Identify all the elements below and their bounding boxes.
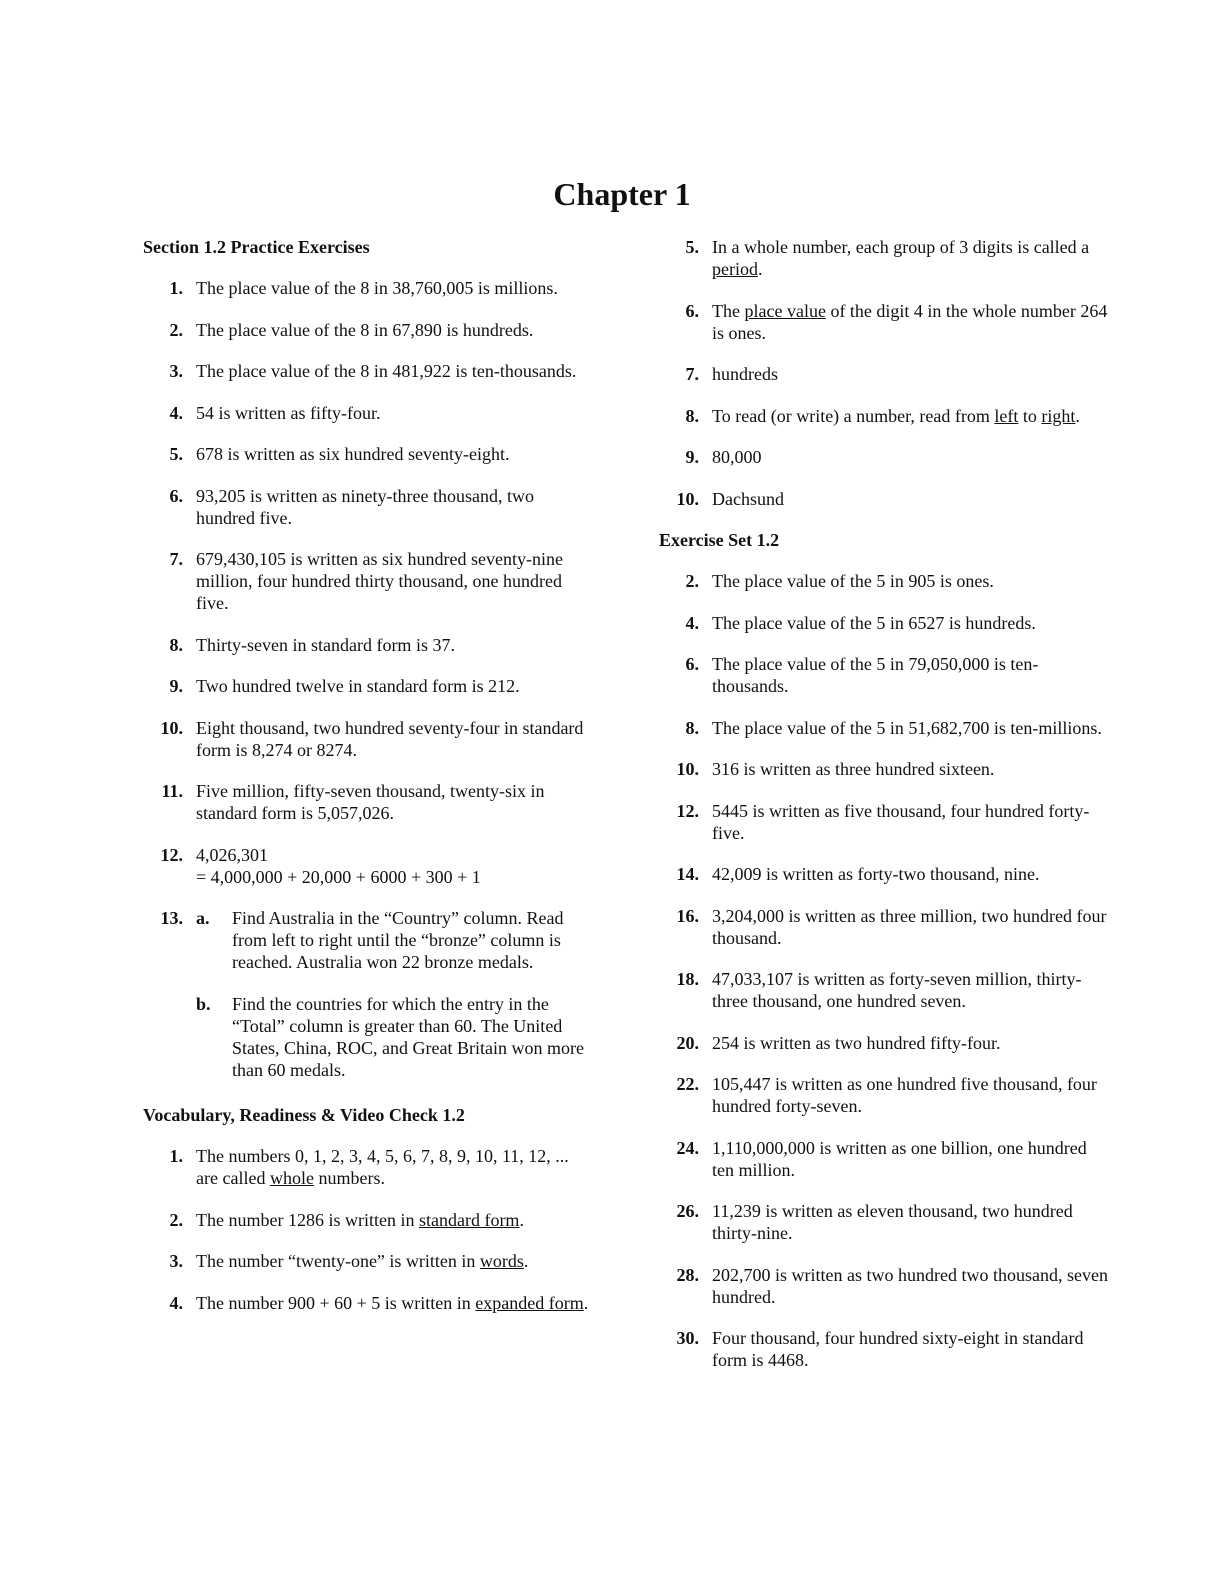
list-item: [659, 1032, 1109, 1054]
left-column: [143, 236, 593, 1333]
list-item: [659, 1200, 1109, 1244]
list-item: [143, 402, 593, 424]
item-text: 254 is written as two hundred fifty-four.: [712, 1032, 1001, 1053]
list-item: [659, 1264, 1109, 1308]
item-text: = 4,000,000 + 20,000 + 6000 + 300 + 1: [196, 866, 481, 887]
item-text: [196, 1145, 593, 1189]
text-fragment: The: [712, 300, 745, 321]
sub-item-label: b.: [196, 993, 211, 1014]
list-item: [143, 907, 593, 1100]
list-item: [659, 717, 1109, 739]
item-text: 11,239 is written as eleven thousand, two hundred thirty-nine.: [712, 1201, 1073, 1243]
list-item: [143, 634, 593, 656]
sub-item-text: Find Australia in the “Country” column. Read from left to right until the “bronze” column is reached. Australia won 22 bronze medals.: [232, 908, 564, 972]
list-item: [659, 968, 1109, 1012]
item-text: 80,000: [712, 447, 762, 467]
item-number: 14.: [676, 864, 699, 884]
list-item: [143, 1145, 593, 1189]
item-text: [196, 1292, 593, 1314]
list-item: [659, 1073, 1109, 1117]
item-text: The place value of the 8 in 481,922 is ten-thousands.: [196, 361, 577, 381]
item-number: 18.: [676, 969, 699, 989]
item-text: hundreds: [712, 364, 778, 384]
item-text: [196, 1250, 593, 1272]
item-number: 10.: [160, 717, 183, 738]
sub-item: [196, 993, 593, 1081]
item-number: 2.: [685, 571, 699, 591]
sub-item-label: a.: [196, 908, 210, 928]
item-number: 6.: [169, 485, 183, 506]
item-text: The place value of the 5 in 905 is ones.: [712, 571, 994, 591]
list-item: [143, 1250, 593, 1272]
item-text: 3,204,000 is written as three million, two hundred four thousand.: [712, 905, 1107, 948]
item-number: 12.: [676, 800, 699, 821]
item-text: 316 is written as three hundred sixteen.: [712, 759, 995, 779]
item-text: The place value of the 5 in 51,682,700 is ten-millions.: [712, 717, 1102, 738]
item-text: Four thousand, four hundred sixty-eight in standard form is 4468.: [712, 1328, 1084, 1370]
text-fragment: numbers.: [313, 1168, 385, 1188]
text-fragment: .: [757, 259, 763, 279]
text-fragment: The number 1286 is written in: [196, 1209, 419, 1230]
item-text: 5445 is written as five thousand, four hundred forty-five.: [712, 800, 1090, 843]
item-number: 5.: [685, 237, 699, 257]
item-text: 54 is written as fifty-four.: [196, 402, 381, 423]
underlined-answer: standard form: [418, 1209, 520, 1230]
text-fragment: of the digit 4 in the whole number 264 is ones.: [712, 300, 1108, 343]
item-number: 2.: [169, 319, 183, 340]
list-item: [659, 653, 1109, 697]
item-number: 12.: [160, 844, 183, 865]
text-fragment: .: [583, 1292, 589, 1313]
item-text: [712, 300, 1109, 344]
item-number: 13.: [160, 908, 183, 928]
exercise-list: [659, 570, 1109, 1371]
item-text: The place value of the 8 in 67,890 is hundreds.: [196, 319, 534, 340]
list-item: [659, 800, 1109, 844]
section-heading-vocabulary: Vocabulary, Readiness & Video Check 1.2: [143, 1105, 465, 1125]
list-item: [659, 863, 1109, 885]
item-text: Eight thousand, two hundred seventy-four in standard form is 8,274 or 8274.: [196, 717, 584, 760]
item-number: 5.: [169, 444, 183, 464]
list-item: [143, 675, 593, 697]
list-item: [659, 405, 1109, 427]
list-item: [143, 548, 593, 614]
item-text: 105,447 is written as one hundred five thousand, four hundred forty-seven.: [712, 1074, 1097, 1116]
list-item: [659, 612, 1109, 634]
item-number: 8.: [685, 405, 699, 426]
item-number: 26.: [676, 1201, 699, 1221]
item-text: [712, 405, 1109, 427]
item-number: 7.: [169, 549, 183, 569]
item-number: 4.: [169, 1292, 183, 1313]
item-number: 6.: [685, 300, 699, 321]
list-item: [143, 360, 593, 382]
list-item: [659, 758, 1109, 780]
item-number: 6.: [685, 654, 699, 674]
item-text: Two hundred twelve in standard form is 212.: [196, 676, 520, 696]
practice-exercise-list: [143, 277, 593, 824]
list-item: [143, 319, 593, 341]
list-item: [659, 300, 1109, 344]
item-text: Five million, fifty-seven thousand, twenty-six in standard form is 5,057,026.: [196, 781, 545, 823]
text-fragment: To read (or write) a number, read from: [712, 405, 995, 426]
underlined-answer: whole: [269, 1168, 314, 1188]
text-fragment: The number 900 + 60 + 5 is written in: [196, 1292, 476, 1313]
text-fragment: .: [519, 1209, 524, 1230]
list-item: [143, 1209, 593, 1231]
item-number: 3.: [169, 1251, 183, 1271]
underlined-answer: right: [1041, 405, 1076, 426]
text-fragment: In a whole number, each group of 3 digits is called a: [712, 237, 1090, 257]
item-number: 30.: [676, 1328, 699, 1348]
list-item: [143, 443, 593, 465]
item-text: 42,009 is written as forty-two thousand, nine.: [712, 864, 1040, 884]
item-text: 679,430,105 is written as six hundred seventy-nine million, four hundred thirty thousand, one hundred five.: [196, 549, 563, 613]
underlined-answer: place value: [744, 300, 826, 321]
item-number: 24.: [676, 1137, 699, 1158]
list-item: [659, 1327, 1109, 1371]
item-text: 93,205 is written as ninety-three thousand, two hundred five.: [196, 485, 534, 528]
list-item: [659, 363, 1109, 385]
item-text: [196, 1209, 593, 1231]
sub-item: [196, 907, 593, 973]
underlined-answer: left: [994, 405, 1019, 426]
item-number: 2.: [169, 1209, 183, 1230]
right-column: [659, 236, 1109, 1391]
list-item: [659, 446, 1109, 468]
item-text: 4,026,301: [196, 844, 268, 865]
item-text: [712, 236, 1109, 280]
underlined-answer: period: [712, 259, 758, 279]
item-number: 4.: [685, 612, 699, 633]
item-number: 20.: [676, 1032, 699, 1053]
list-item: [659, 236, 1109, 280]
list-item: [143, 485, 593, 529]
list-item: [143, 780, 593, 824]
item-text: Dachsund: [712, 488, 784, 509]
sub-item-text: Find the countries for which the entry in the “Total” column is greater than 60. The United States, China, ROC, and Great Britain won more than 60 medals.: [232, 993, 584, 1080]
list-item: [143, 844, 593, 888]
item-text: 47,033,107 is written as forty-seven million, thirty-three thousand, one hundred seven.: [712, 969, 1082, 1011]
item-number: 7.: [685, 364, 699, 384]
item-number: 22.: [676, 1074, 699, 1094]
vocabulary-list-continued: [659, 236, 1109, 344]
item-number: 3.: [169, 361, 183, 381]
list-item: [659, 570, 1109, 592]
item-text: 1,110,000,000 is written as one billion, one hundred ten million.: [712, 1137, 1087, 1180]
item-text: The place value of the 5 in 6527 is hundreds.: [712, 612, 1036, 633]
vocabulary-list: [143, 1145, 593, 1314]
item-number: 11.: [161, 781, 183, 801]
list-item: [659, 1137, 1109, 1181]
item-number: 8.: [685, 717, 699, 738]
text-fragment: .: [1075, 405, 1080, 426]
item-text: The place value of the 8 in 38,760,005 is millions.: [196, 278, 558, 298]
item-number: 4.: [169, 402, 183, 423]
item-text: 678 is written as six hundred seventy-eight.: [196, 444, 510, 464]
text-fragment: to: [1018, 405, 1042, 426]
item-number: 1.: [169, 278, 183, 298]
text-fragment: .: [523, 1251, 529, 1271]
item-number: 8.: [169, 634, 183, 655]
text-fragment: The number “twenty-one” is written in: [196, 1251, 480, 1271]
section-heading-exercise-set: Exercise Set 1.2: [659, 530, 780, 550]
list-item: [143, 277, 593, 299]
list-item: [659, 488, 1109, 510]
underlined-answer: words: [479, 1251, 524, 1271]
item-number: 10.: [676, 759, 699, 779]
list-item: [659, 905, 1109, 949]
section-heading-practice: Section 1.2 Practice Exercises: [143, 237, 370, 257]
item-number: 16.: [676, 905, 699, 926]
item-text: Thirty-seven in standard form is 37.: [196, 634, 455, 655]
item-number: 10.: [676, 488, 699, 509]
item-number: 9.: [169, 676, 183, 696]
item-text: 202,700 is written as two hundred two thousand, seven hundred.: [712, 1264, 1108, 1307]
item-number: 28.: [676, 1264, 699, 1285]
text-fragment: The numbers 0, 1, 2, 3, 4, 5, 6, 7, 8, 9, 10, 11, 12, ... are called: [196, 1146, 569, 1188]
list-item: [143, 1292, 593, 1314]
list-item: [143, 717, 593, 761]
item-number: 1.: [169, 1146, 183, 1166]
page-title: Chapter 1: [553, 176, 691, 212]
underlined-answer: expanded form: [475, 1292, 584, 1313]
item-text: The place value of the 5 in 79,050,000 is ten-thousands.: [712, 654, 1039, 696]
item-number: 9.: [685, 447, 699, 467]
